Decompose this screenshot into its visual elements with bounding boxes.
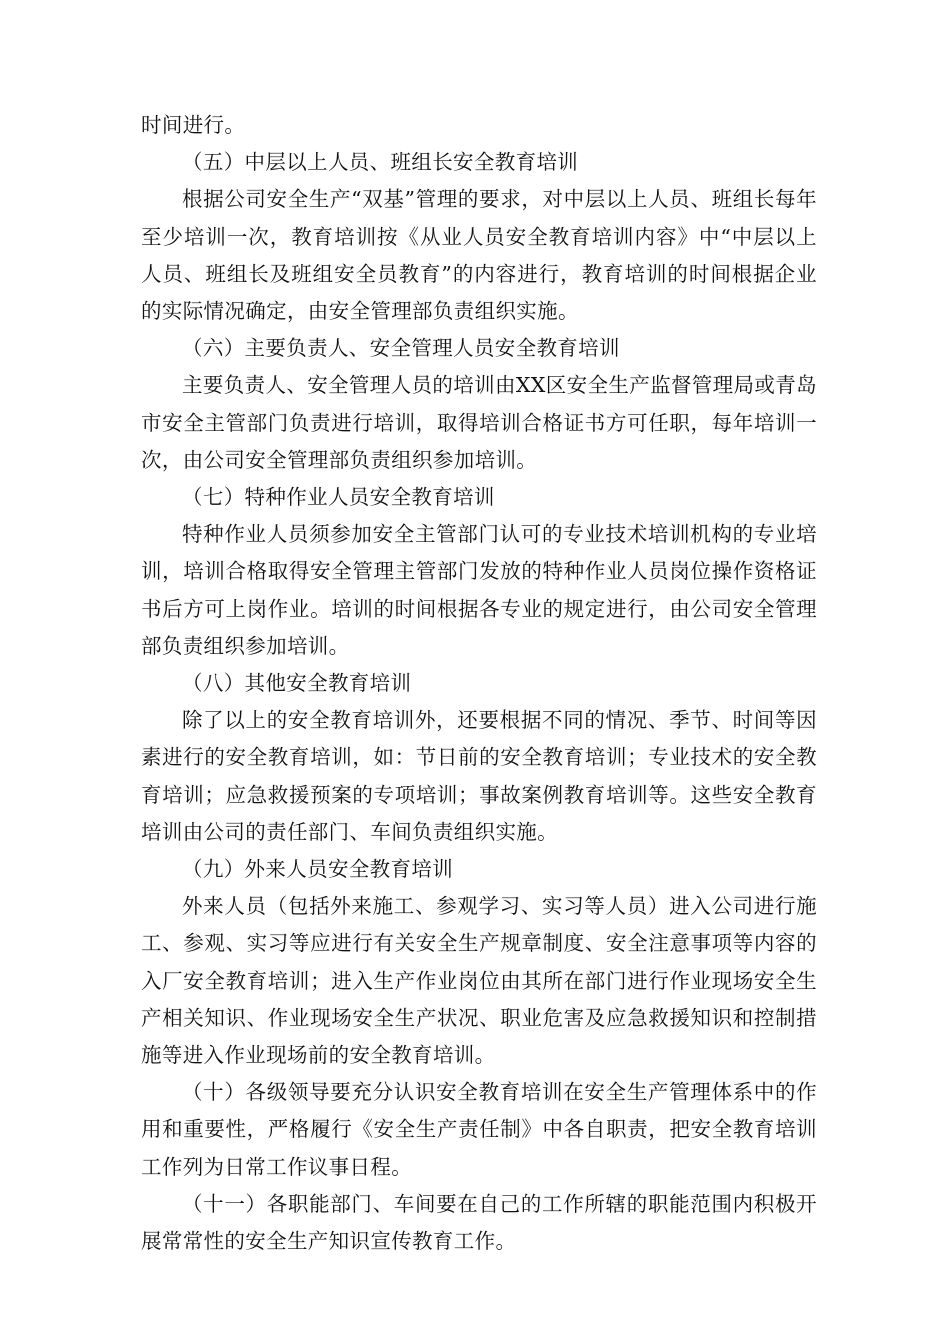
section-heading-5: （五）中层以上人员、班组长安全教育培训: [182, 150, 579, 175]
section-heading-6: （六）主要负责人、安全管理人员安全教育培训: [182, 336, 620, 361]
section-heading-7: （七）特种作业人员安全教育培训: [182, 485, 495, 510]
paragraph-section-5: 根据公司安全生产“双基”管理的要求，对中层以上人员、班组长每年至少培训一次，教育培训按《从业人员安全教育培训内容》中“中层以上人员、班组长及班组安全员教育”的内容进行，教育培训的时间根据企业的实际情况确定，由安全管理部负责组织实施。: [141, 187, 817, 324]
section-heading-8: （八）其他安全教育培训: [182, 671, 412, 696]
paragraph-section-9: 外来人员（包括外来施工、参观学习、实习等人员）进入公司进行施工、参观、实习等应进行有关安全生产规章制度、安全注意事项等内容的入厂安全教育培训；进入生产作业岗位由其所在部门进行作业现场安全生产相关知识、作业现场安全生产状况、职业危害及应急救援知识和控制措施等进入作业现场前的安全教育培训。: [141, 894, 817, 1068]
paragraph-section-11: （十一）各职能部门、车间要在自己的工作所辖的职能范围内积极开展常常性的安全生产知识宣传教育工作。: [141, 1191, 817, 1254]
paragraph-section-8: 除了以上的安全教育培训外，还要根据不同的情况、季节、时间等因素进行的安全教育培训，如：节日前的安全教育培训；专业技术的安全教育培训；应急救援预案的专项培训；事故案例教育培训等。这些安全教育培训由公司的责任部门、车间负责组织实施。: [141, 708, 817, 844]
paragraph-section-7: 特种作业人员须参加安全主管部门认可的专业技术培训机构的专业培训，培训合格取得安全管理主管部门发放的特种作业人员岗位操作资格证书后方可上岗作业。培训的时间根据各专业的规定进行，由公司安全管理部负责组织参加培训。: [141, 522, 817, 658]
paragraph-continuation: 时间进行。: [141, 113, 246, 137]
paragraph-section-10: （十）各级领导要充分认识安全教育培训在安全生产管理体系中的作用和重要性，严格履行《安全生产责任制》中各自职责，把安全教育培训工作列为日常工作议事日程。: [141, 1080, 817, 1179]
paragraph-section-6: 主要负责人、安全管理人员的培训由XX区安全生产监督管理局或青岛市安全主管部门负责进行培训，取得培训合格证书方可任职，每年培训一次，由公司安全管理部负责组织参加培训。: [141, 373, 817, 472]
document-body: [141, 107, 817, 1260]
section-heading-9: （九）外来人员安全教育培训: [182, 857, 454, 882]
